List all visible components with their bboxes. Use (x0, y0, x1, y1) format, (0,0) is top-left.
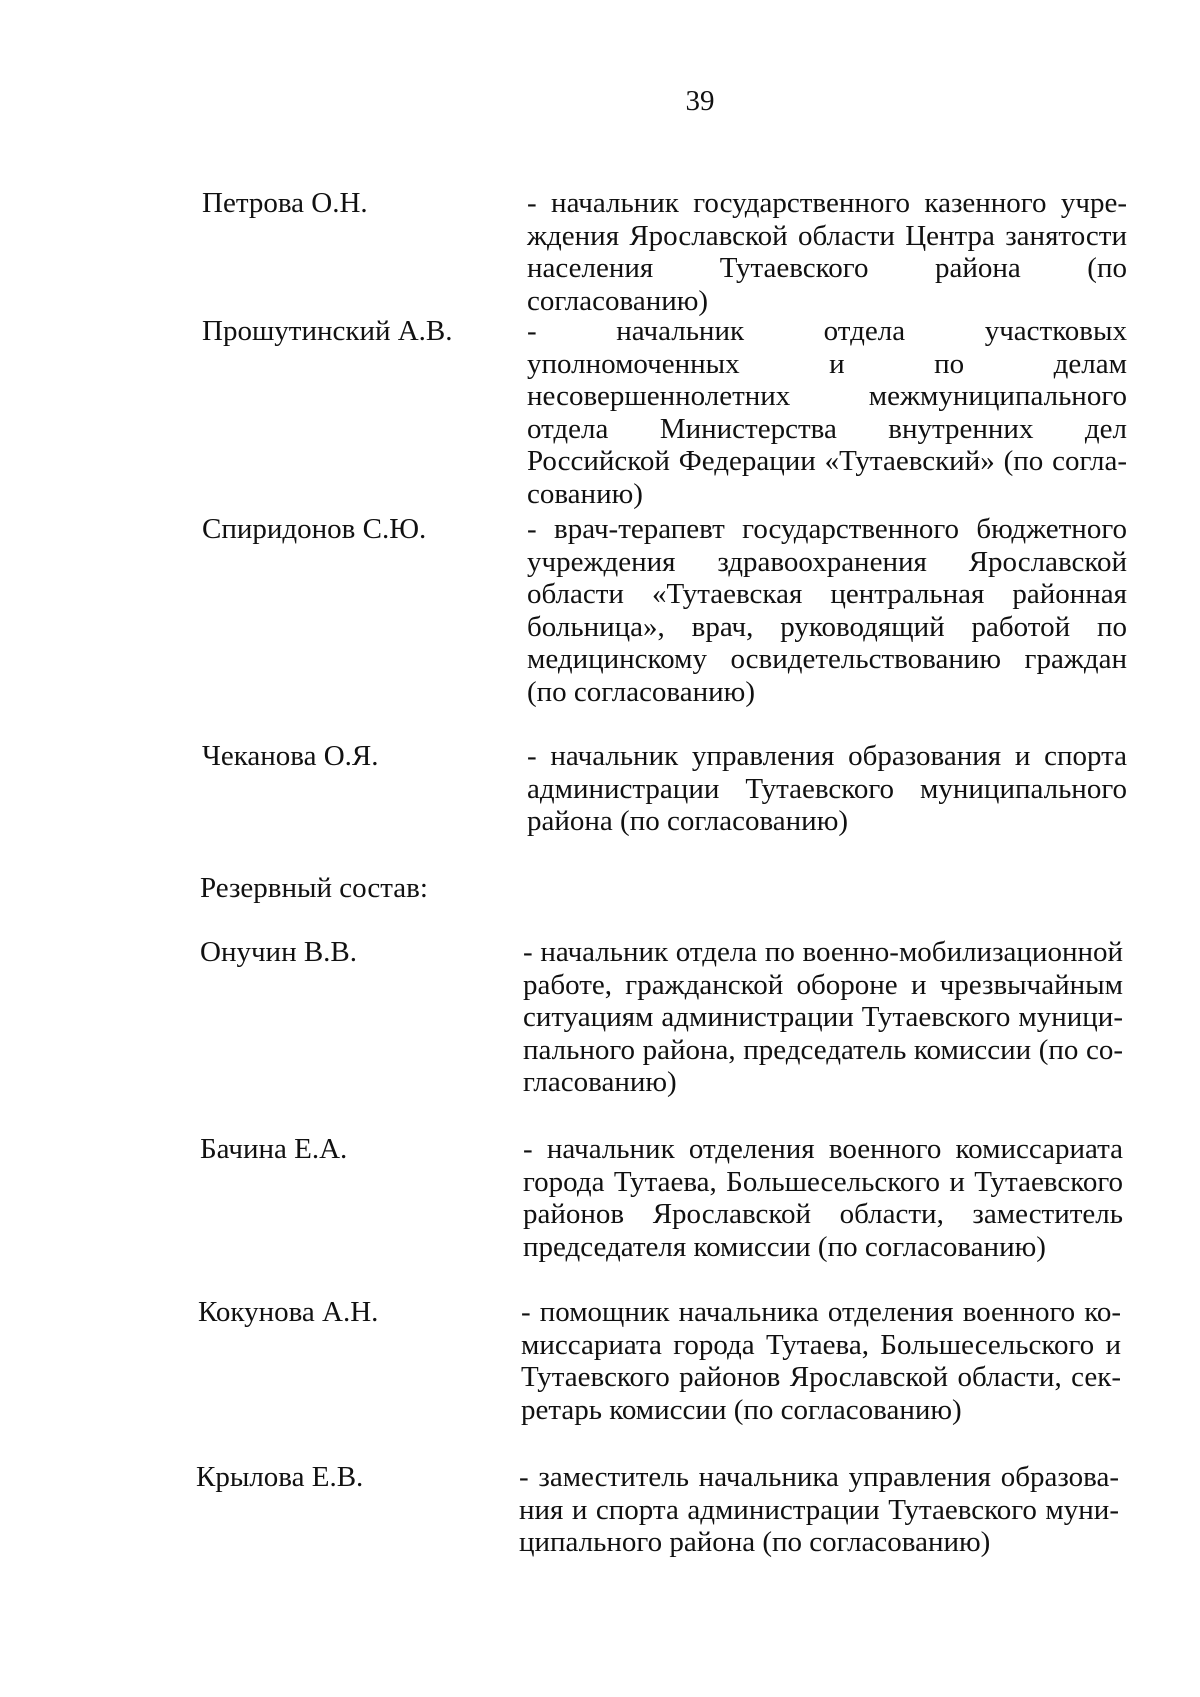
member-name: Бачина Е.А. (200, 1133, 348, 1165)
page-number: 39 (685, 85, 715, 117)
member-description: - начальник отдела участковых уполномоченных и по делам несовершеннолетних межмуниципального отдела Министерства внутренних дел Российской Федерации «Тутаевский» (по согласованию) (527, 315, 1127, 510)
member-name: Кокунова А.Н. (198, 1296, 379, 1328)
member-name: Крылова Е.В. (196, 1461, 364, 1493)
member-name: Спиридонов С.Ю. (202, 513, 427, 545)
member-description: - помощник начальника отделения военного комиссариата города Тутаева, Большесельского и Тутаевского районов Ярославской области, секретарь комиссии (по согласованию) (521, 1296, 1121, 1426)
member-name: Прошутинский А.В. (202, 315, 453, 347)
member-description: - врач-терапевт государственного бюджетного учреждения здравоохранения Ярославской области «Тутаевская центральная районная больница», врач, руководящий работой по медицинскому освидетельствованию граждан (по согласованию) (527, 513, 1127, 708)
member-name: Чеканова О.Я. (202, 740, 379, 772)
member-name: Онучин В.В. (200, 936, 358, 968)
reserve-heading: Резервный состав: (200, 872, 428, 904)
member-description: - заместитель начальника управления образования и спорта администрации Тутаевского муниципального района (по согласованию) (519, 1461, 1119, 1558)
member-description: - начальник государственного казенного учреждения Ярославской области Центра занятости населения Тутаевского района (по согласованию) (527, 187, 1127, 317)
member-description: - начальник отделения военного комиссариата города Тутаева, Большесельского и Тутаевского районов Ярославской области, заместитель председателя комиссии (по согласованию) (523, 1133, 1123, 1263)
member-description: - начальник отдела по военно-мобилизационной работе, гражданской обороне и чрезвычайным ситуациям администрации Тутаевского муниципального района, председатель комиссии (по согласованию) (523, 936, 1123, 1098)
member-description: - начальник управления образования и спорта администрации Тутаевского муниципального района (по согласованию) (527, 740, 1127, 837)
member-name: Петрова О.Н. (202, 187, 368, 219)
